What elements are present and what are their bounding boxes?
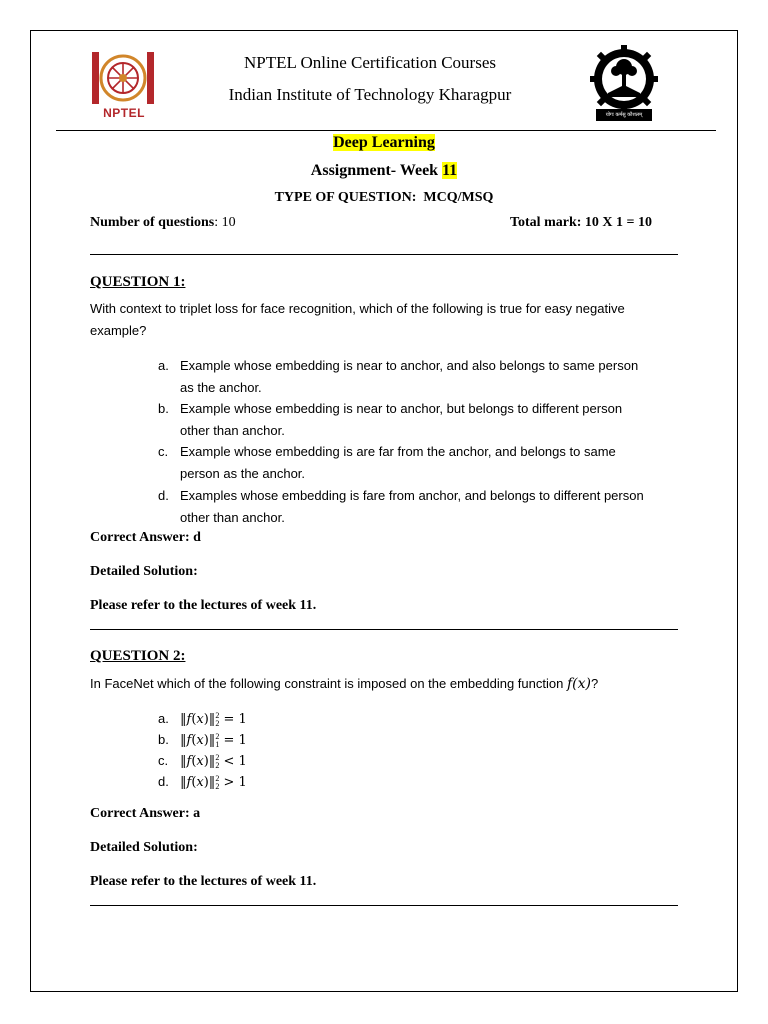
question-1-correct-answer: Correct Answer: d [90, 530, 201, 545]
question-2-text-suffix: ? [590, 676, 599, 691]
question-1-option-c[interactable] [158, 441, 688, 484]
option-label: b. [158, 732, 169, 747]
assignment-week: 11 [442, 162, 458, 179]
option-text-line-2: as the anchor. [180, 379, 262, 395]
question-1-text-line-1: With context to triplet loss for face recognition, which of the following is true for easy negative [90, 301, 625, 316]
option-relation: > 1 [219, 775, 247, 790]
question-2-option-a[interactable]: a. ‖f(x)‖ 2 2 = 1 [158, 711, 247, 729]
option-relation: < 1 [219, 754, 247, 769]
header-line-2: Indian Institute of Technology Kharagpur [228, 85, 512, 104]
question-1-option-b[interactable] [158, 398, 688, 441]
assignment-title [0, 162, 768, 180]
norm-sub: 2 [215, 719, 220, 729]
question-1-heading: QUESTION 1: [90, 274, 186, 290]
question-1-option-a[interactable] [158, 355, 688, 398]
option-label: a. [158, 358, 169, 373]
question-2-solution-label: Detailed Solution: [90, 840, 198, 855]
question-2-solution-text: Please refer to the lectures of week 11. [90, 874, 317, 889]
assignment-prefix: Assignment- Week [310, 162, 443, 179]
question-2-heading: QUESTION 2: [90, 648, 186, 664]
num-questions [90, 215, 236, 231]
norm-sup: 2 [215, 732, 220, 742]
option-label: d. [158, 774, 169, 789]
total-mark: Total mark: 10 X 1 = 10 [509, 215, 652, 230]
option-text-line-2: person as the anchor. [180, 465, 306, 481]
option-label: b. [158, 401, 169, 416]
question-2-text-math: f(x) [566, 676, 591, 692]
norm-sup: 2 [215, 753, 220, 763]
norm-sub: 2 [215, 782, 220, 792]
option-text-line-1: Examples whose embedding is fare from anchor, and belongs to different person [180, 488, 644, 503]
question-2-option-b[interactable]: b. ‖f(x)‖ 2 1 = 1 [158, 732, 247, 750]
question-2-option-c[interactable]: c. ‖f(x)‖ 2 2 < 1 [158, 753, 247, 771]
option-relation: = 1 [219, 712, 247, 727]
num-questions-value: : 10 [214, 215, 236, 230]
course-title-text: Deep Learning [333, 134, 435, 151]
separator-1 [90, 254, 678, 255]
option-text-line-1: Example whose embedding is near to anchor, but belongs to different person [180, 401, 623, 416]
norm-sup: 2 [215, 774, 220, 784]
option-label: c. [158, 753, 169, 768]
question-2-text-prefix: In FaceNet which of the following constraint is imposed on the embedding function [90, 676, 567, 691]
course-title [0, 134, 768, 152]
option-label: d. [158, 488, 169, 503]
question-type: TYPE OF QUESTION: MCQ/MSQ [274, 190, 494, 205]
separator-2 [90, 629, 678, 630]
norm-sub: 1 [215, 740, 220, 750]
separator-3 [90, 905, 678, 906]
question-1-solution-text: Please refer to the lectures of week 11. [90, 598, 317, 613]
option-label: a. [158, 711, 169, 726]
num-questions-label: Number of questions [90, 215, 215, 230]
option-label: c. [158, 444, 169, 459]
option-text-line-2: other than anchor. [180, 422, 285, 438]
question-1-solution-label: Detailed Solution: [90, 564, 198, 579]
question-2-option-d[interactable]: d. ‖f(x)‖ 2 2 > 1 [158, 774, 247, 792]
iitkgp-logo [588, 43, 660, 123]
nptel-logo [90, 48, 156, 124]
header-line-1: NPTEL Online Certification Courses [244, 53, 496, 72]
question-1-text [90, 298, 690, 342]
header-rule [56, 130, 716, 131]
option-text-line-1: Example whose embedding is are far from the anchor, and belongs to same [180, 444, 616, 459]
question-2-correct-answer: Correct Answer: a [90, 806, 201, 821]
nptel-logo-text: NPTEL [103, 106, 145, 120]
norm-sub: 2 [215, 761, 220, 771]
option-text-line-1: Example whose embedding is near to anchor, and also belongs to same person [180, 358, 639, 373]
norm-sup: 2 [215, 711, 220, 721]
question-1-option-d[interactable] [158, 485, 688, 528]
option-text-line-2: other than anchor. [180, 509, 285, 525]
iitkgp-motto: योगः कर्मसु कौशलम् [605, 112, 643, 118]
option-relation: = 1 [219, 733, 247, 748]
question-1-text-line-2: example? [90, 323, 147, 338]
question-2-text [90, 673, 690, 695]
